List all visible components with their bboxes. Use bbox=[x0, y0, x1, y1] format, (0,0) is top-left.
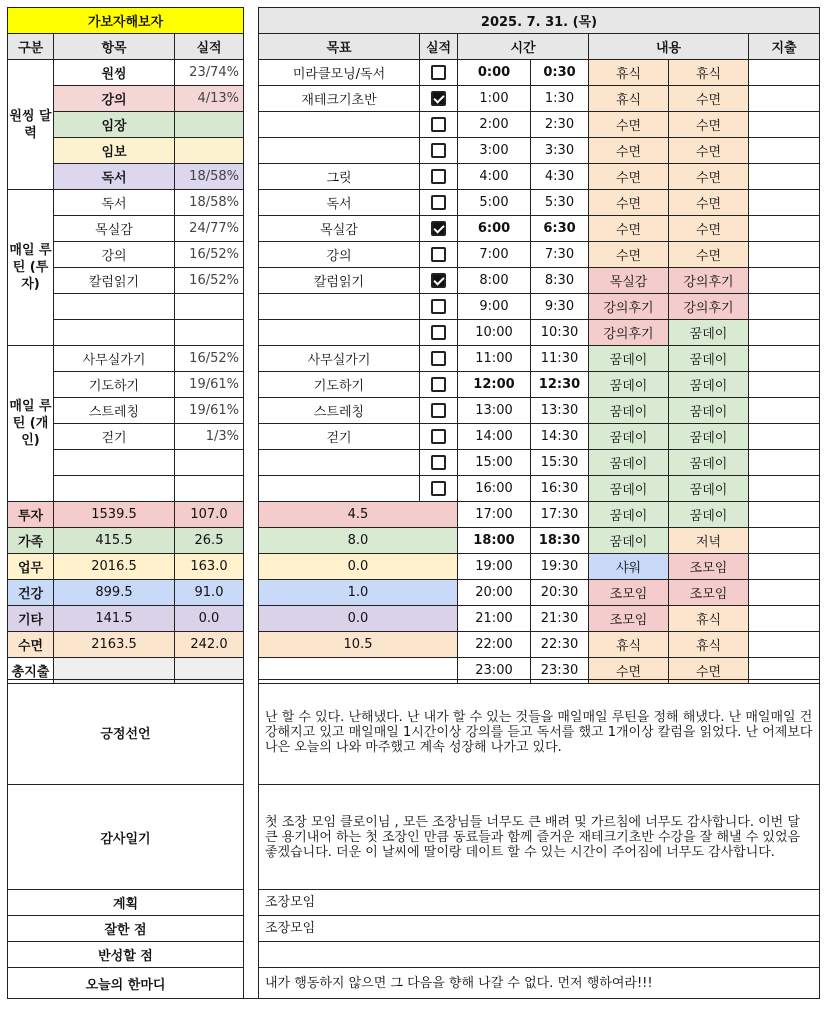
col-silchuk: 실적 bbox=[175, 34, 244, 60]
summary-total: 2016.5 bbox=[54, 554, 175, 580]
expense-cell[interactable] bbox=[749, 346, 820, 372]
item-cell[interactable]: 임보 bbox=[54, 138, 175, 164]
goal-cell[interactable]: 강의 bbox=[259, 242, 420, 268]
summary-month: 242.0 bbox=[175, 632, 244, 658]
expense-cell[interactable] bbox=[749, 424, 820, 450]
time-start: 7:00 bbox=[458, 242, 531, 268]
time-start: 10:00 bbox=[458, 320, 531, 346]
time-start: 18:00 bbox=[458, 528, 531, 554]
time-start: 6:00 bbox=[458, 216, 531, 242]
content-cell[interactable]: 조모임 bbox=[669, 554, 749, 580]
content-cell[interactable]: 조모임 bbox=[589, 606, 669, 632]
checkbox-icon[interactable] bbox=[431, 299, 446, 314]
schedule-row bbox=[259, 138, 820, 164]
col-hangmok: 항목 bbox=[54, 34, 175, 60]
done-checkbox[interactable] bbox=[420, 86, 458, 112]
time-start: 13:00 bbox=[458, 398, 531, 424]
content-cell[interactable]: 수면 bbox=[589, 658, 669, 684]
summary-label: 기타 bbox=[8, 606, 54, 632]
gratitude-label: 감사일기 bbox=[8, 785, 244, 890]
item-pct: 16/52% bbox=[175, 242, 244, 268]
item-cell[interactable]: 목실감 bbox=[54, 216, 175, 242]
done-checkbox[interactable] bbox=[420, 164, 458, 190]
summary-total: 415.5 bbox=[54, 528, 175, 554]
content-cell[interactable]: 꿈데이 bbox=[589, 528, 669, 554]
done-checkbox[interactable] bbox=[420, 112, 458, 138]
day-summary-value: 1.0 bbox=[259, 580, 458, 606]
expense-cell[interactable] bbox=[749, 372, 820, 398]
content-cell[interactable]: 수면 bbox=[589, 190, 669, 216]
time-end: 11:30 bbox=[531, 346, 589, 372]
checkbox-icon[interactable] bbox=[431, 169, 446, 184]
content-cell[interactable]: 꿈데이 bbox=[589, 424, 669, 450]
time-end: 12:30 bbox=[531, 372, 589, 398]
time-end: 15:30 bbox=[531, 450, 589, 476]
time-end: 3:30 bbox=[531, 138, 589, 164]
time-start: 12:00 bbox=[458, 372, 531, 398]
done-checkbox[interactable] bbox=[420, 60, 458, 86]
day-summary-value: 8.0 bbox=[259, 528, 458, 554]
oneword-label: 오늘의 한마디 bbox=[8, 968, 244, 999]
time-start: 21:00 bbox=[458, 606, 531, 632]
expense-cell[interactable] bbox=[749, 164, 820, 190]
good-text[interactable]: 조장모임 bbox=[259, 916, 820, 942]
schedule-row bbox=[259, 112, 820, 138]
time-end: 13:30 bbox=[531, 398, 589, 424]
checkbox-icon[interactable] bbox=[431, 429, 446, 444]
checkbox-icon[interactable] bbox=[431, 273, 446, 288]
checkbox-icon[interactable] bbox=[431, 143, 446, 158]
schedule-row bbox=[259, 632, 820, 658]
content-cell[interactable]: 샤워 bbox=[589, 554, 669, 580]
time-start: 16:00 bbox=[458, 476, 531, 502]
time-end: 16:30 bbox=[531, 476, 589, 502]
expense-cell[interactable] bbox=[749, 502, 820, 528]
group-label: 원씽 달력 bbox=[8, 60, 54, 190]
time-end: 14:30 bbox=[531, 424, 589, 450]
expense-cell[interactable] bbox=[749, 632, 820, 658]
item-cell[interactable]: 걷기 bbox=[54, 424, 175, 450]
done-checkbox[interactable] bbox=[420, 320, 458, 346]
summary-month: 91.0 bbox=[175, 580, 244, 606]
schedule-row bbox=[259, 320, 820, 346]
content-cell[interactable]: 수면 bbox=[669, 216, 749, 242]
time-end: 10:30 bbox=[531, 320, 589, 346]
goal-cell[interactable]: 재테크기초반 bbox=[259, 86, 420, 112]
content-cell[interactable]: 꿈데이 bbox=[589, 372, 669, 398]
gratitude-text[interactable]: 첫 조장 모임 클로이님 , 모든 조장님들 너무도 큰 배려 및 가르침에 너무도 감사합니다. 이번 달 큰 용기내어 하는 첫 조장인 만큼 동료들과 함께 즐거운 재테크기초반 수강을 잘 해낼 수 있었음 좋겠습니다. 더운 이 날씨에 딸이랑 데이트 할 수 있는 시간이 주어짐에 너무도 감사합니다. bbox=[259, 785, 820, 890]
done-checkbox[interactable] bbox=[420, 268, 458, 294]
col-jichul: 지출 bbox=[749, 34, 820, 60]
content-cell[interactable]: 수면 bbox=[589, 138, 669, 164]
time-start: 23:00 bbox=[458, 658, 531, 684]
time-start: 2:00 bbox=[458, 112, 531, 138]
expense-cell[interactable] bbox=[749, 554, 820, 580]
item-cell[interactable] bbox=[54, 476, 175, 502]
done-checkbox[interactable] bbox=[420, 372, 458, 398]
content-cell[interactable]: 조모임 bbox=[589, 580, 669, 606]
time-end: 17:30 bbox=[531, 502, 589, 528]
item-cell[interactable] bbox=[54, 294, 175, 320]
item-cell[interactable]: 독서 bbox=[54, 164, 175, 190]
time-start: 14:00 bbox=[458, 424, 531, 450]
content-cell[interactable]: 수면 bbox=[669, 164, 749, 190]
summary-label: 가족 bbox=[8, 528, 54, 554]
content-cell[interactable]: 수면 bbox=[589, 112, 669, 138]
time-start: 20:00 bbox=[458, 580, 531, 606]
done-checkbox[interactable] bbox=[420, 242, 458, 268]
summary-month: 26.5 bbox=[175, 528, 244, 554]
checkbox-icon[interactable] bbox=[431, 117, 446, 132]
item-cell[interactable]: 독서 bbox=[54, 190, 175, 216]
time-end: 7:30 bbox=[531, 242, 589, 268]
expense-cell[interactable] bbox=[749, 190, 820, 216]
goal-cell[interactable]: 미라클모닝/독서 bbox=[259, 60, 420, 86]
schedule-row bbox=[259, 450, 820, 476]
goal-cell[interactable] bbox=[259, 138, 420, 164]
time-start: 0:00 bbox=[458, 60, 531, 86]
day-summary-value: 0.0 bbox=[259, 606, 458, 632]
schedule-row bbox=[259, 502, 820, 528]
content-cell[interactable]: 목실감 bbox=[589, 268, 669, 294]
time-start: 3:00 bbox=[458, 138, 531, 164]
content-cell[interactable]: 강의후기 bbox=[589, 294, 669, 320]
summary-month: 0.0 bbox=[175, 606, 244, 632]
item-pct bbox=[175, 138, 244, 164]
content-cell[interactable]: 꿈데이 bbox=[669, 398, 749, 424]
time-end: 4:30 bbox=[531, 164, 589, 190]
time-end: 6:30 bbox=[531, 216, 589, 242]
summary-label: 업무 bbox=[8, 554, 54, 580]
time-start: 15:00 bbox=[458, 450, 531, 476]
goal-cell[interactable] bbox=[259, 476, 420, 502]
content-cell[interactable]: 꿈데이 bbox=[669, 476, 749, 502]
time-start: 1:00 bbox=[458, 86, 531, 112]
content-cell[interactable]: 수면 bbox=[589, 242, 669, 268]
summary-label: 건강 bbox=[8, 580, 54, 606]
schedule-row bbox=[259, 372, 820, 398]
schedule-row bbox=[259, 580, 820, 606]
goal-cell[interactable] bbox=[259, 112, 420, 138]
time-end: 23:30 bbox=[531, 658, 589, 684]
done-checkbox[interactable] bbox=[420, 398, 458, 424]
time-start: 19:00 bbox=[458, 554, 531, 580]
time-start: 11:00 bbox=[458, 346, 531, 372]
content-cell[interactable]: 휴식 bbox=[589, 632, 669, 658]
expense-cell[interactable] bbox=[749, 294, 820, 320]
content-cell[interactable]: 수면 bbox=[589, 164, 669, 190]
content-cell[interactable]: 꿈데이 bbox=[669, 346, 749, 372]
checkbox-icon[interactable] bbox=[431, 247, 446, 262]
schedule-row bbox=[259, 528, 820, 554]
group-label: 매일 루틴 (투자) bbox=[8, 190, 54, 346]
item-pct: 18/58% bbox=[175, 190, 244, 216]
item-pct: 18/58% bbox=[175, 164, 244, 190]
item-cell[interactable]: 기도하기 bbox=[54, 372, 175, 398]
total-expense-label: 총지출 bbox=[8, 658, 54, 684]
checkbox-icon[interactable] bbox=[431, 351, 446, 366]
date-header: 2025. 7. 31. (목) bbox=[259, 8, 820, 34]
item-cell[interactable]: 사무실가기 bbox=[54, 346, 175, 372]
day-summary-value: 10.5 bbox=[259, 632, 458, 658]
item-pct: 23/74% bbox=[175, 60, 244, 86]
content-cell[interactable]: 조모임 bbox=[669, 580, 749, 606]
expense-cell[interactable] bbox=[749, 528, 820, 554]
content-cell[interactable]: 수면 bbox=[669, 242, 749, 268]
right-schedule-table bbox=[258, 7, 820, 684]
content-cell[interactable]: 꿈데이 bbox=[589, 476, 669, 502]
time-end: 21:30 bbox=[531, 606, 589, 632]
summary-label: 수면 bbox=[8, 632, 54, 658]
left-tracker-table bbox=[7, 7, 244, 684]
goal-cell[interactable] bbox=[259, 450, 420, 476]
content-cell[interactable]: 수면 bbox=[669, 86, 749, 112]
content-cell[interactable]: 수면 bbox=[589, 216, 669, 242]
reflect-text[interactable] bbox=[259, 942, 820, 968]
checkbox-icon[interactable] bbox=[431, 195, 446, 210]
schedule-row bbox=[259, 398, 820, 424]
goal-cell[interactable]: 독서 bbox=[259, 190, 420, 216]
time-end: 5:30 bbox=[531, 190, 589, 216]
col-mokpyo: 목표 bbox=[259, 34, 420, 60]
item-cell[interactable]: 스트레칭 bbox=[54, 398, 175, 424]
col-gubun: 구분 bbox=[8, 34, 54, 60]
goal-cell[interactable]: 칼럼읽기 bbox=[259, 268, 420, 294]
content-cell[interactable]: 꿈데이 bbox=[669, 372, 749, 398]
done-checkbox[interactable] bbox=[420, 138, 458, 164]
content-cell[interactable]: 수면 bbox=[669, 138, 749, 164]
item-pct: 24/77% bbox=[175, 216, 244, 242]
item-pct bbox=[175, 294, 244, 320]
checkbox-icon[interactable] bbox=[431, 481, 446, 496]
item-cell[interactable] bbox=[54, 320, 175, 346]
time-start: 17:00 bbox=[458, 502, 531, 528]
content-cell[interactable]: 꿈데이 bbox=[669, 450, 749, 476]
content-cell[interactable]: 강의후기 bbox=[589, 320, 669, 346]
done-checkbox[interactable] bbox=[420, 346, 458, 372]
sheet-title: 가보자해보자 bbox=[8, 8, 244, 34]
content-cell[interactable]: 꿈데이 bbox=[589, 346, 669, 372]
schedule-row bbox=[259, 424, 820, 450]
item-cell[interactable]: 강의 bbox=[54, 86, 175, 112]
item-pct bbox=[175, 476, 244, 502]
content-cell[interactable]: 휴식 bbox=[589, 86, 669, 112]
checkbox-icon[interactable] bbox=[431, 325, 446, 340]
done-checkbox[interactable] bbox=[420, 450, 458, 476]
content-cell[interactable]: 휴식 bbox=[669, 632, 749, 658]
goal-cell[interactable] bbox=[259, 294, 420, 320]
time-end: 9:30 bbox=[531, 294, 589, 320]
content-cell[interactable]: 꿈데이 bbox=[589, 398, 669, 424]
time-end: 2:30 bbox=[531, 112, 589, 138]
done-checkbox[interactable] bbox=[420, 476, 458, 502]
summary-total: 899.5 bbox=[54, 580, 175, 606]
checkbox-icon[interactable] bbox=[431, 65, 446, 80]
done-checkbox[interactable] bbox=[420, 216, 458, 242]
expense-cell[interactable] bbox=[749, 242, 820, 268]
summary-month: 163.0 bbox=[175, 554, 244, 580]
content-cell[interactable]: 휴식 bbox=[589, 60, 669, 86]
day-summary-value: 4.5 bbox=[259, 502, 458, 528]
content-cell[interactable]: 저녁 bbox=[669, 528, 749, 554]
time-start: 9:00 bbox=[458, 294, 531, 320]
item-pct: 4/13% bbox=[175, 86, 244, 112]
reflect-label: 반성할 점 bbox=[8, 942, 244, 968]
schedule-row bbox=[259, 294, 820, 320]
content-cell[interactable]: 꿈데이 bbox=[589, 450, 669, 476]
journal-table bbox=[7, 679, 820, 999]
expense-cell[interactable] bbox=[749, 398, 820, 424]
content-cell[interactable]: 꿈데이 bbox=[669, 424, 749, 450]
done-checkbox[interactable] bbox=[420, 424, 458, 450]
content-cell[interactable]: 수면 bbox=[669, 190, 749, 216]
goal-cell[interactable]: 목실감 bbox=[259, 216, 420, 242]
checkbox-icon[interactable] bbox=[431, 455, 446, 470]
time-start: 22:00 bbox=[458, 632, 531, 658]
content-cell[interactable]: 수면 bbox=[669, 658, 749, 684]
time-end: 8:30 bbox=[531, 268, 589, 294]
col-silchuk: 실적 bbox=[420, 34, 458, 60]
group-label: 매일 루틴 (개인) bbox=[8, 346, 54, 502]
item-pct: 19/61% bbox=[175, 398, 244, 424]
expense-cell[interactable] bbox=[749, 268, 820, 294]
checkbox-icon[interactable] bbox=[431, 377, 446, 392]
goal-cell[interactable]: 걷기 bbox=[259, 424, 420, 450]
item-cell[interactable]: 원씽 bbox=[54, 60, 175, 86]
time-start: 4:00 bbox=[458, 164, 531, 190]
summary-total: 1539.5 bbox=[54, 502, 175, 528]
good-label: 잘한 점 bbox=[8, 916, 244, 942]
goal-cell[interactable] bbox=[259, 320, 420, 346]
done-checkbox[interactable] bbox=[420, 294, 458, 320]
time-start: 5:00 bbox=[458, 190, 531, 216]
goal-cell[interactable]: 스트레칭 bbox=[259, 398, 420, 424]
checkbox-icon[interactable] bbox=[431, 221, 446, 236]
item-pct bbox=[175, 450, 244, 476]
expense-cell[interactable] bbox=[749, 450, 820, 476]
expense-cell[interactable] bbox=[749, 112, 820, 138]
summary-total: 2163.5 bbox=[54, 632, 175, 658]
schedule-row bbox=[259, 164, 820, 190]
summary-month: 107.0 bbox=[175, 502, 244, 528]
time-start: 8:00 bbox=[458, 268, 531, 294]
time-end: 22:30 bbox=[531, 632, 589, 658]
expense-cell[interactable] bbox=[749, 320, 820, 346]
summary-total: 141.5 bbox=[54, 606, 175, 632]
content-cell[interactable]: 꿈데이 bbox=[669, 320, 749, 346]
time-end: 20:30 bbox=[531, 580, 589, 606]
item-cell[interactable]: 강의 bbox=[54, 242, 175, 268]
content-cell[interactable]: 강의후기 bbox=[669, 294, 749, 320]
done-checkbox[interactable] bbox=[420, 190, 458, 216]
item-pct bbox=[175, 320, 244, 346]
schedule-row bbox=[259, 268, 820, 294]
expense-cell[interactable] bbox=[749, 606, 820, 632]
item-pct: 19/61% bbox=[175, 372, 244, 398]
checkbox-icon[interactable] bbox=[431, 403, 446, 418]
schedule-row bbox=[259, 60, 820, 86]
item-pct: 16/52% bbox=[175, 268, 244, 294]
schedule-row bbox=[259, 554, 820, 580]
time-end: 1:30 bbox=[531, 86, 589, 112]
col-sigan: 시간 bbox=[458, 34, 589, 60]
schedule-row bbox=[259, 190, 820, 216]
schedule-row bbox=[259, 476, 820, 502]
schedule-row bbox=[259, 606, 820, 632]
plan-text[interactable]: 조장모임 bbox=[259, 890, 820, 916]
item-cell[interactable]: 칼럼읽기 bbox=[54, 268, 175, 294]
checkbox-icon[interactable] bbox=[431, 91, 446, 106]
content-cell[interactable]: 휴식 bbox=[669, 606, 749, 632]
content-cell[interactable]: 휴식 bbox=[669, 60, 749, 86]
expense-cell[interactable] bbox=[749, 476, 820, 502]
item-pct bbox=[175, 112, 244, 138]
col-naeyong: 내용 bbox=[589, 34, 749, 60]
oneword-text[interactable]: 내가 행동하지 않으면 그 다음을 향해 나갈 수 없다. 먼저 행하여라!!! bbox=[259, 968, 820, 999]
goal-cell[interactable]: 그릿 bbox=[259, 164, 420, 190]
time-end: 18:30 bbox=[531, 528, 589, 554]
item-cell[interactable] bbox=[54, 450, 175, 476]
summary-label: 투자 bbox=[8, 502, 54, 528]
expense-cell[interactable] bbox=[749, 86, 820, 112]
content-cell[interactable]: 꿈데이 bbox=[589, 502, 669, 528]
time-end: 19:30 bbox=[531, 554, 589, 580]
item-pct: 16/52% bbox=[175, 346, 244, 372]
schedule-row bbox=[259, 242, 820, 268]
content-cell[interactable]: 수면 bbox=[669, 112, 749, 138]
content-cell[interactable]: 강의후기 bbox=[669, 268, 749, 294]
item-cell[interactable]: 임장 bbox=[54, 112, 175, 138]
expense-cell[interactable] bbox=[749, 580, 820, 606]
expense-cell[interactable] bbox=[749, 138, 820, 164]
expense-cell[interactable] bbox=[749, 216, 820, 242]
goal-cell[interactable]: 기도하기 bbox=[259, 372, 420, 398]
goal-cell[interactable]: 사무실가기 bbox=[259, 346, 420, 372]
affirmation-label: 긍정선언 bbox=[8, 680, 244, 785]
affirmation-text[interactable]: 난 할 수 있다. 난해냈다. 난 내가 할 수 있는 것들을 매일매일 루틴을 정해 해냈다. 난 매일매일 건강해지고 있고 매일매일 1시간이상 강의를 듣고 독서를 했고 1개이상 칼럼을 읽었다. 난 어제보다 나은 오늘의 나와 마주했고 계속 성장해 나가고 있다. bbox=[259, 680, 820, 785]
schedule-row bbox=[259, 346, 820, 372]
day-summary-value: 0.0 bbox=[259, 554, 458, 580]
plan-label: 계획 bbox=[8, 890, 244, 916]
expense-cell[interactable] bbox=[749, 60, 820, 86]
item-pct: 1/3% bbox=[175, 424, 244, 450]
content-cell[interactable]: 꿈데이 bbox=[669, 502, 749, 528]
schedule-row bbox=[259, 216, 820, 242]
schedule-row bbox=[259, 86, 820, 112]
time-end: 0:30 bbox=[531, 60, 589, 86]
